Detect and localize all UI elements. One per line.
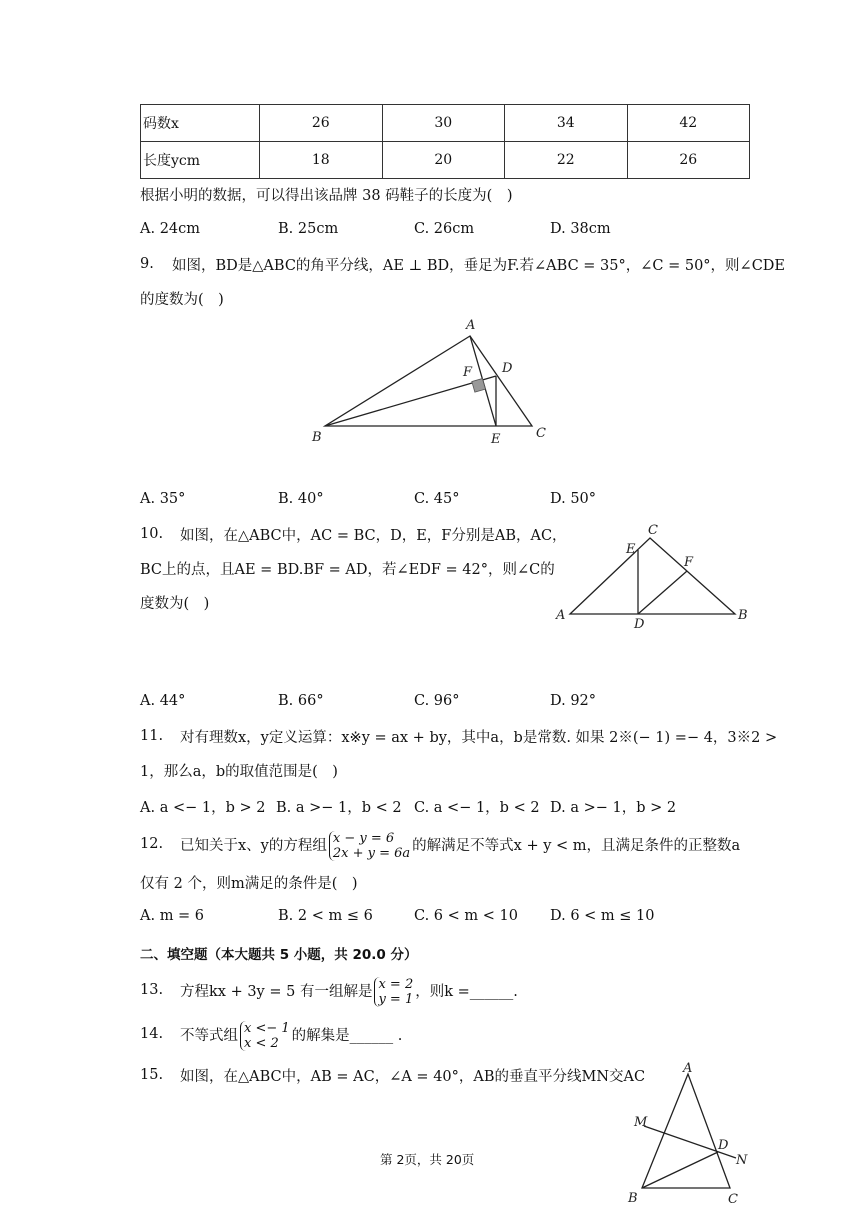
q12-line1 [180,826,740,866]
label-n: N [736,1153,748,1168]
size-length-table [140,104,750,179]
q10-option-b: B. 66° [278,693,324,709]
label-e: E [626,542,636,557]
q9-number: 9. [140,256,154,272]
page-footer: 第 2页，共 20页 [380,1152,475,1167]
table-cell: 42 [627,105,750,142]
q13-eq1: x = 2 [378,977,414,992]
table-cell: 20 [382,142,505,179]
q10-line1: 如图，在△ABC中，AC = BC，D，E，F分别是AB，AC， [180,528,567,544]
q12-pre: 已知关于x、y的方程组 [180,838,327,854]
q11-line2: 1，那么a，b的取值范围是( ) [140,764,338,780]
table-cell: 18 [260,142,383,179]
q14-ineq1: x <− 1 [244,1021,290,1036]
label-b: B [628,1191,638,1206]
q15-line1: 如图，在△ABC中，AB = AC，∠A = 40°，AB的垂直平分线MN交AC [180,1069,646,1085]
q14-pre: 不等式组 [180,1028,238,1044]
q9-option-a: A. 35° [140,491,186,507]
right-angle-mark [472,379,486,393]
table-cell: 22 [505,142,628,179]
q11-option-d: D. a >− 1，b > 2 [550,800,677,816]
q13-post: ，则k =______. [415,984,518,1000]
label-a: A [466,318,476,333]
q9-option-c: C. 45° [414,491,460,507]
equation-system-brace [374,977,413,1007]
q13-line [180,972,518,1012]
q14-ineq2: x < 2 [244,1036,279,1051]
q12-eq1: x − y = 6 [332,831,395,846]
table-cell: 26 [627,142,750,179]
q13-eq2: y = 1 [378,992,414,1007]
q10-option-d: D. 92° [550,693,597,709]
label-b: B [312,430,322,445]
q9-figure [300,312,560,452]
q9-option-d: D. 50° [550,491,597,507]
label-c: C [728,1192,738,1207]
q11-number: 11. [140,728,164,744]
equation-system-brace [329,831,410,861]
q9-line2: 的度数为( ) [140,292,224,308]
label-c: C [648,523,658,538]
q9-option-b: B. 40° [278,491,324,507]
q8-option-c: C. 26cm [414,221,475,237]
label-m: M [634,1115,648,1130]
q11-option-c: C. a <− 1，b < 2 [414,800,540,816]
q12-eq2: 2x + y = 6a [332,846,411,861]
q8-stem: 根据小明的数据，可以得出该品牌 38 码鞋子的长度为( ) [140,188,513,204]
table-cell: 30 [382,105,505,142]
label-a: A [556,608,566,623]
label-d: D [502,361,513,376]
q13-pre: 方程kx + 3y = 5 有一组解是 [180,984,373,1000]
q10-option-a: A. 44° [140,693,186,709]
q12-number: 12. [140,836,164,852]
q11-line1: 对有理数x，y定义运算：x※y = ax + by，其中a，b是常数. 如果 2※(− 1) =− 4，3※2 > [180,730,778,746]
q14-line [180,1016,402,1056]
q8-option-a: A. 24cm [140,221,201,237]
q11-option-b: B. a >− 1，b < 2 [276,800,402,816]
q15-number: 15. [140,1067,164,1083]
table-header-cell: 长度ycm [141,142,260,179]
q10-line3: 度数为( ) [140,596,210,612]
label-b: B [738,608,748,623]
q11-option-a: A. a <− 1，b > 2 [140,800,266,816]
q10-option-c: C. 96° [414,693,460,709]
q9-line1: 如图，BD是△ABC的角平分线，AE ⊥ BD，垂足为F.若∠ABC = 35°，∠C = 50°，则∠CDE [172,258,785,274]
q14-number: 14. [140,1026,164,1042]
q15-figure [620,1060,760,1216]
table-cell: 34 [505,105,628,142]
q12-post: 的解满足不等式x + y < m，且满足条件的正整数a [412,838,741,854]
q10-number: 10. [140,526,164,542]
q8-option-d: D. 38cm [550,221,611,237]
inequality-system-brace [240,1021,290,1051]
q10-figure [550,520,760,635]
q10-line2: BC上的点，且AE = BD.BF = AD，若∠EDF = 42°，则∠C的 [140,562,555,578]
q12-option-b: B. 2 < m ≤ 6 [278,908,373,924]
q13-number: 13. [140,982,164,998]
q8-option-b: B. 25cm [278,221,339,237]
q12-option-d: D. 6 < m ≤ 10 [550,908,655,924]
q12-option-c: C. 6 < m < 10 [414,908,518,924]
q12-line2: 仅有 2 个，则m满足的条件是( ) [140,876,358,892]
label-c: C [536,426,546,441]
table-row [141,142,750,179]
label-d: D [718,1138,729,1153]
label-f: F [684,555,694,570]
label-a: A [683,1061,693,1076]
section-heading: 二、填空题（本大题共 5 小题，共 20.0 分） [140,947,418,963]
label-e: E [491,432,501,447]
table-row [141,105,750,142]
table-cell: 26 [260,105,383,142]
q12-option-a: A. m = 6 [140,908,205,924]
table-header-cell: 码数x [141,105,260,142]
q14-post: 的解集是______ . [291,1028,403,1044]
label-f: F [463,365,473,380]
label-d: D [634,617,645,632]
